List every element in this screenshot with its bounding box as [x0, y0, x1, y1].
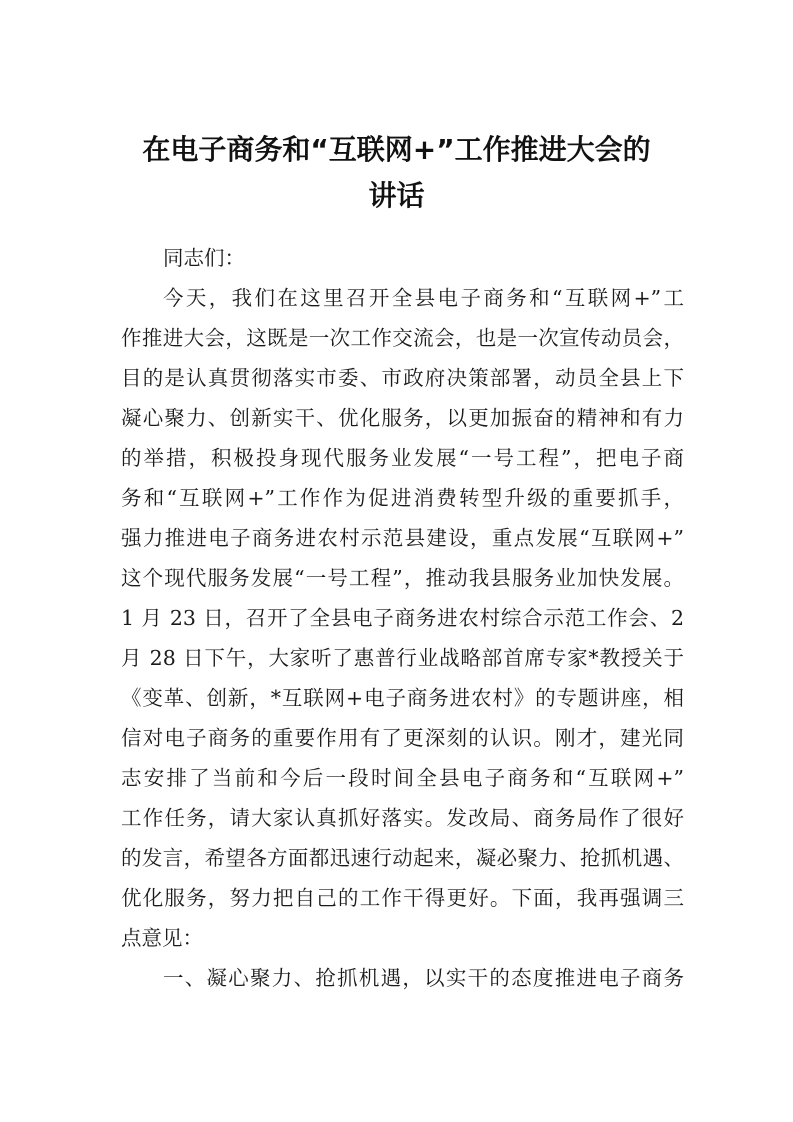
- paragraph-1-line: 《变革、创新，*互联网+电子商务进农村》的专题讲座，相: [121, 686, 684, 710]
- document-title-line-2: 讲话: [368, 179, 425, 212]
- paragraph-1-line: 强力推进电子商务进农村示范县建设，重点发展“互联网+”: [121, 526, 684, 550]
- document-title-line-1: 在电子商务和“互联网+”工作推进大会的: [142, 133, 651, 166]
- paragraph-1-line: 志安排了当前和今后一段时间全县电子商务和“互联网+”: [121, 766, 684, 790]
- paragraph-1-line: 目的是认真贯彻落实市委、市政府决策部署，动员全县上下: [121, 366, 684, 390]
- paragraph-1-line: 工作任务，请大家认真抓好落实。发改局、商务局作了很好: [121, 806, 684, 830]
- paragraph-1-line: 凝心聚力、创新实干、优化服务，以更加振奋的精神和有力: [121, 406, 684, 430]
- salutation: 同志们：: [163, 246, 245, 270]
- paragraph-1-line: 的举措，积极投身现代服务业发展“一号工程”，把电子商: [121, 446, 684, 470]
- paragraph-1-line: 点意见：: [121, 926, 203, 950]
- paragraph-1-line: 务和“互联网+”工作作为促进消费转型升级的重要抓手，: [121, 486, 684, 510]
- paragraph-1-line: 这个现代服务发展“一号工程”，推动我县服务业加快发展。: [121, 566, 684, 590]
- paragraph-1-line: 1 月 23 日，召开了全县电子商务进农村综合示范工作会、2: [121, 606, 684, 630]
- paragraph-1-line: 的发言，希望各方面都迅速行动起来，凝必聚力、抢抓机遇、: [121, 846, 684, 870]
- paragraph-1-line: 月 28 日下午，大家听了惠普行业战略部首席专家*教授关于: [121, 646, 684, 670]
- paragraph-1-line: 作推进大会，这既是一次工作交流会，也是一次宣传动员会，: [121, 326, 684, 350]
- paragraph-1-line: 今天，我们在这里召开全县电子商务和“互联网+”工: [163, 286, 684, 310]
- section-heading-1: 一、凝心聚力、抢抓机遇，以实干的态度推进电子商务: [163, 966, 684, 990]
- paragraph-1-line: 优化服务，努力把自己的工作干得更好。下面，我再强调三: [121, 886, 684, 910]
- paragraph-1-line: 信对电子商务的重要作用有了更深刻的认识。刚才，建光同: [121, 726, 684, 750]
